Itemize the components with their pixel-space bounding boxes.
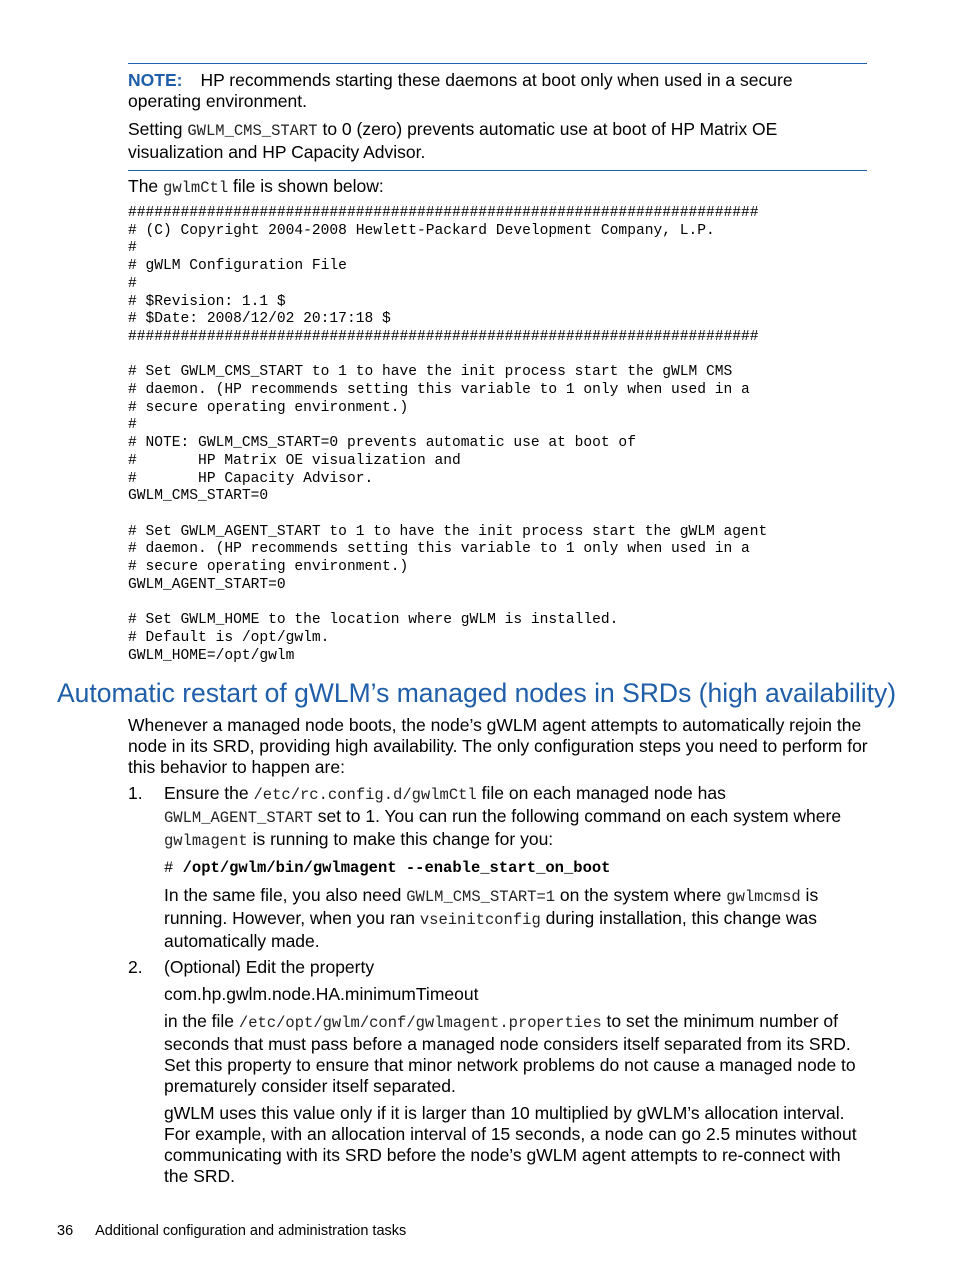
inline-code: GWLM_CMS_START=1: [406, 888, 556, 906]
command-prompt: #: [164, 859, 183, 877]
step-text-part: Ensure the: [164, 783, 254, 803]
step-text-part: set to 1. You can run the following command on each system where: [312, 806, 842, 826]
step-text-part: file on each managed node has: [476, 783, 726, 803]
section-intro: Whenever a managed node boots, the node’s gWLM agent attempts to automatically rejoin the node in its SRD, providing high availability. The only configuration steps you need to perform for this behavior to happen are:: [128, 715, 868, 777]
list-number: 1.: [128, 783, 143, 803]
note-text: HP recommends starting these daemons at boot only when used in a secure operating environment.: [128, 70, 793, 111]
note-paragraph-2: [128, 119, 867, 163]
note-text: to 0 (zero) prevents automatic use at boot of HP Matrix OE visualization and HP Capacity Advisor.: [128, 119, 778, 162]
code-listing: ######################################################################## # (C) Copyright 2004-2008 Hewlett-Packard Development Company, L.P. # # gWLM Configuration File # # $Revision: 1.1 $ # $Date: 2008/12/02 20:17:18 $ ######################################################################## # Set GWLM_CMS_START to 1 to have the init process start the gWLM CMS # daemon. (HP recommends setting this variable to 1 only when used in a # secure operating environment.) # # NOTE: GWLM_CMS_START=0 prevents automatic use at boot of # HP Matrix OE visualization and # HP Capacity Advisor. GWLM_CMS_START=0 # Set GWLM_AGENT_START to 1 to have the init process start the gWLM agent # daemon. (HP recommends setting this variable to 1 only when used in a # secure operating environment.) GWLM_AGENT_START=0 # Set GWLM_HOME to the location where gWLM is installed. # Default is /opt/gwlm. GWLM_HOME=/opt/gwlm: [128, 205, 768, 664]
command-text: /opt/gwlm/bin/gwlmagent --enable_start_on_boot: [182, 859, 611, 877]
note-paragraph: [128, 70, 867, 112]
page-number: 36: [57, 1223, 74, 1239]
step-text-part: during installation, this change was automatically made.: [164, 908, 818, 951]
inline-code: GWLM_AGENT_START: [164, 809, 313, 827]
step-text: [164, 885, 868, 952]
property-name: com.hp.gwlm.node.HA.minimumTimeout: [164, 984, 479, 1004]
step-text-part: in the file: [164, 1011, 239, 1031]
section-body: [128, 715, 868, 1187]
inline-code: gwlmcmsd: [726, 888, 801, 906]
step-text-part: is running. However, when you ran: [164, 885, 819, 928]
list-number: 2.: [128, 957, 143, 977]
note-label: NOTE:: [128, 70, 183, 90]
inline-code: /etc/rc.config.d/gwlmCtl: [253, 786, 477, 804]
step-text-part: In the same file, you also need: [164, 885, 407, 905]
note-box: [128, 63, 867, 171]
step-text: (Optional) Edit the property: [164, 957, 375, 977]
command-line: [164, 858, 868, 879]
intro-text: file is shown below:: [228, 176, 384, 196]
list-item: [128, 957, 868, 1187]
step-text-part: is running to make this change for you:: [247, 829, 554, 849]
list-item: [128, 783, 868, 952]
step-text: gWLM uses this value only if it is larger than 10 multiplied by gWLM’s allocation interval. For example, with an allocation interval of 15 seconds, a node can go 2.5 minutes without communicating with its SRD before the node’s gWLM agent attempts to re-connect with the SRD.: [164, 1103, 857, 1186]
step-text: [164, 1011, 868, 1097]
note-text: Setting: [128, 119, 188, 139]
inline-code: gwlmagent: [164, 832, 248, 850]
chapter-title: Additional configuration and administration tasks: [95, 1223, 407, 1239]
inline-code: gwlmCtl: [163, 179, 229, 197]
intro-text: The: [128, 176, 164, 196]
inline-code: /etc/opt/gwlm/conf/gwlmagent.properties: [238, 1014, 602, 1032]
inline-code: GWLM_CMS_START: [187, 122, 318, 140]
page-footer: [57, 1222, 406, 1240]
code-intro: [128, 176, 384, 199]
step-text: [164, 783, 868, 852]
step-text-part: on the system where: [555, 885, 727, 905]
step-text-part: to set the minimum number of seconds that must pass before a managed node considers itself separated from its SRD. Set this property to ensure that minor network problems do not cause a managed node to prematurely consider itself separated.: [164, 1011, 856, 1096]
section-heading: Automatic restart of gWLM’s managed nodes in SRDs (high availability): [57, 678, 897, 708]
inline-code: vseinitconfig: [419, 911, 541, 929]
